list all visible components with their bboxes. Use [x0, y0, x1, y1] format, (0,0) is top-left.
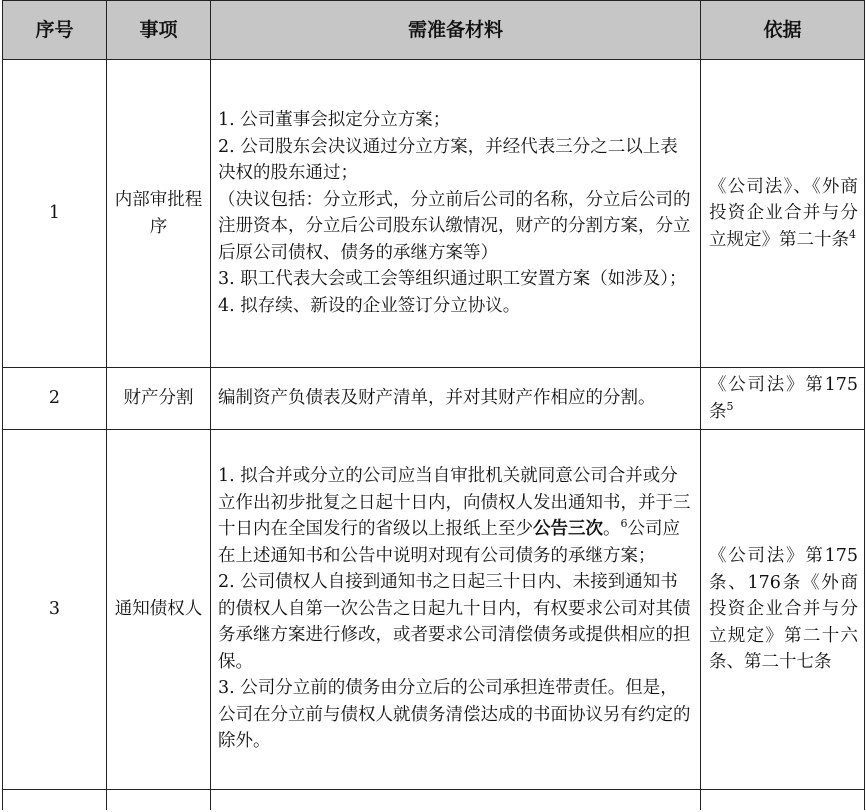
materials-line: 2. 公司股东会决议通过分立方案，并经代表三分之二以上表决权的股东通过；	[218, 136, 678, 183]
empty-cell	[211, 790, 701, 811]
basis-text: 《公司法》第175条、176条《外商投资企业合并与分立规定》第二十六条、第二十七条	[709, 546, 858, 673]
header-materials: 需准备材料	[211, 1, 701, 60]
empty-cell	[701, 790, 865, 811]
basis-text: 《公司法》、《外商投资企业合并与分立规定》第二十条	[709, 176, 858, 250]
row-basis	[701, 430, 865, 790]
materials-line: （决议包括：分立形式，分立前后公司的名称，分立后公司的注册资本，分立后公司股东认缴情况，财产的分割方案，分立后原公司债权、债务的承继方案等）	[218, 189, 691, 263]
table-row	[3, 60, 865, 368]
header-item: 事项	[107, 1, 211, 60]
row-number: 3	[3, 430, 107, 790]
requirements-table	[2, 0, 865, 810]
materials-line: 3. 公司分立前的债务由分立后的公司承担连带责任。但是，公司在分立前与债权人就债务清偿达成的书面协议另有约定的除外。	[218, 678, 691, 752]
materials-text: 1. 拟合并或分立的公司应当自审批机关就同意公司合并或分立作出初步批复之日起十日内，向债权人发出通知书，并于三十日内在全国发行的省级以上报纸上至少	[218, 466, 691, 540]
materials-line: 1. 公司董事会拟定分立方案；	[218, 110, 451, 130]
row-basis	[701, 60, 865, 368]
materials-line: 1. 拟合并或分立的公司应当自审批机关就同意公司合并或分立作出初步批复之日起十日内，向债权人发出通知书，并于三十日内在全国发行的省级以上报纸上至少公告三次。$^6$公司应在上述通知书和公告中说明对现有公司债务的承继方案；	[218, 466, 691, 566]
footnote-ref: 6	[620, 517, 628, 531]
footnote-ref: 5	[726, 399, 734, 413]
row-item: 内部审批程序	[107, 60, 211, 368]
row-materials	[211, 368, 701, 430]
row-item: 财产分割	[107, 368, 211, 430]
materials-line: 2. 公司债权人自接到通知书之日起三十日内、未接到通知书的债权人自第一次公告之日起九十日内，有权要求公司对其债务承继方案进行修改，或者要求公司清偿债务或提供相应的担保。	[218, 572, 691, 672]
row-number: 2	[3, 368, 107, 430]
row-basis	[701, 368, 865, 430]
row-number: 1	[3, 60, 107, 368]
table-row	[3, 430, 865, 790]
header-no: 序号	[3, 1, 107, 60]
header-row	[3, 1, 865, 60]
header-basis: 依据	[701, 1, 865, 60]
table-row	[3, 368, 865, 430]
empty-cell	[107, 790, 211, 811]
row-materials	[211, 430, 701, 790]
row-item: 通知债权人	[107, 430, 211, 790]
materials-line: 4. 拟存续、新设的企业签订分立协议。	[218, 295, 521, 316]
basis-text: 《公司法》第175条	[709, 375, 858, 422]
materials-text: 公司应在上述通知书和公告中说明对现有公司债务的承继方案；	[218, 519, 680, 566]
row-materials	[211, 60, 701, 368]
materials-line: 编制资产负债表及财产清单，并对其财产作相应的分割。	[218, 387, 656, 408]
emphasis-text: 公告三次	[533, 519, 603, 540]
materials-line: 3. 职工代表大会或工会等组织通过职工安置方案（如涉及）；	[218, 269, 687, 289]
table-row-continued	[3, 790, 865, 811]
footnote-ref: 4	[849, 227, 856, 241]
empty-cell	[3, 790, 107, 811]
